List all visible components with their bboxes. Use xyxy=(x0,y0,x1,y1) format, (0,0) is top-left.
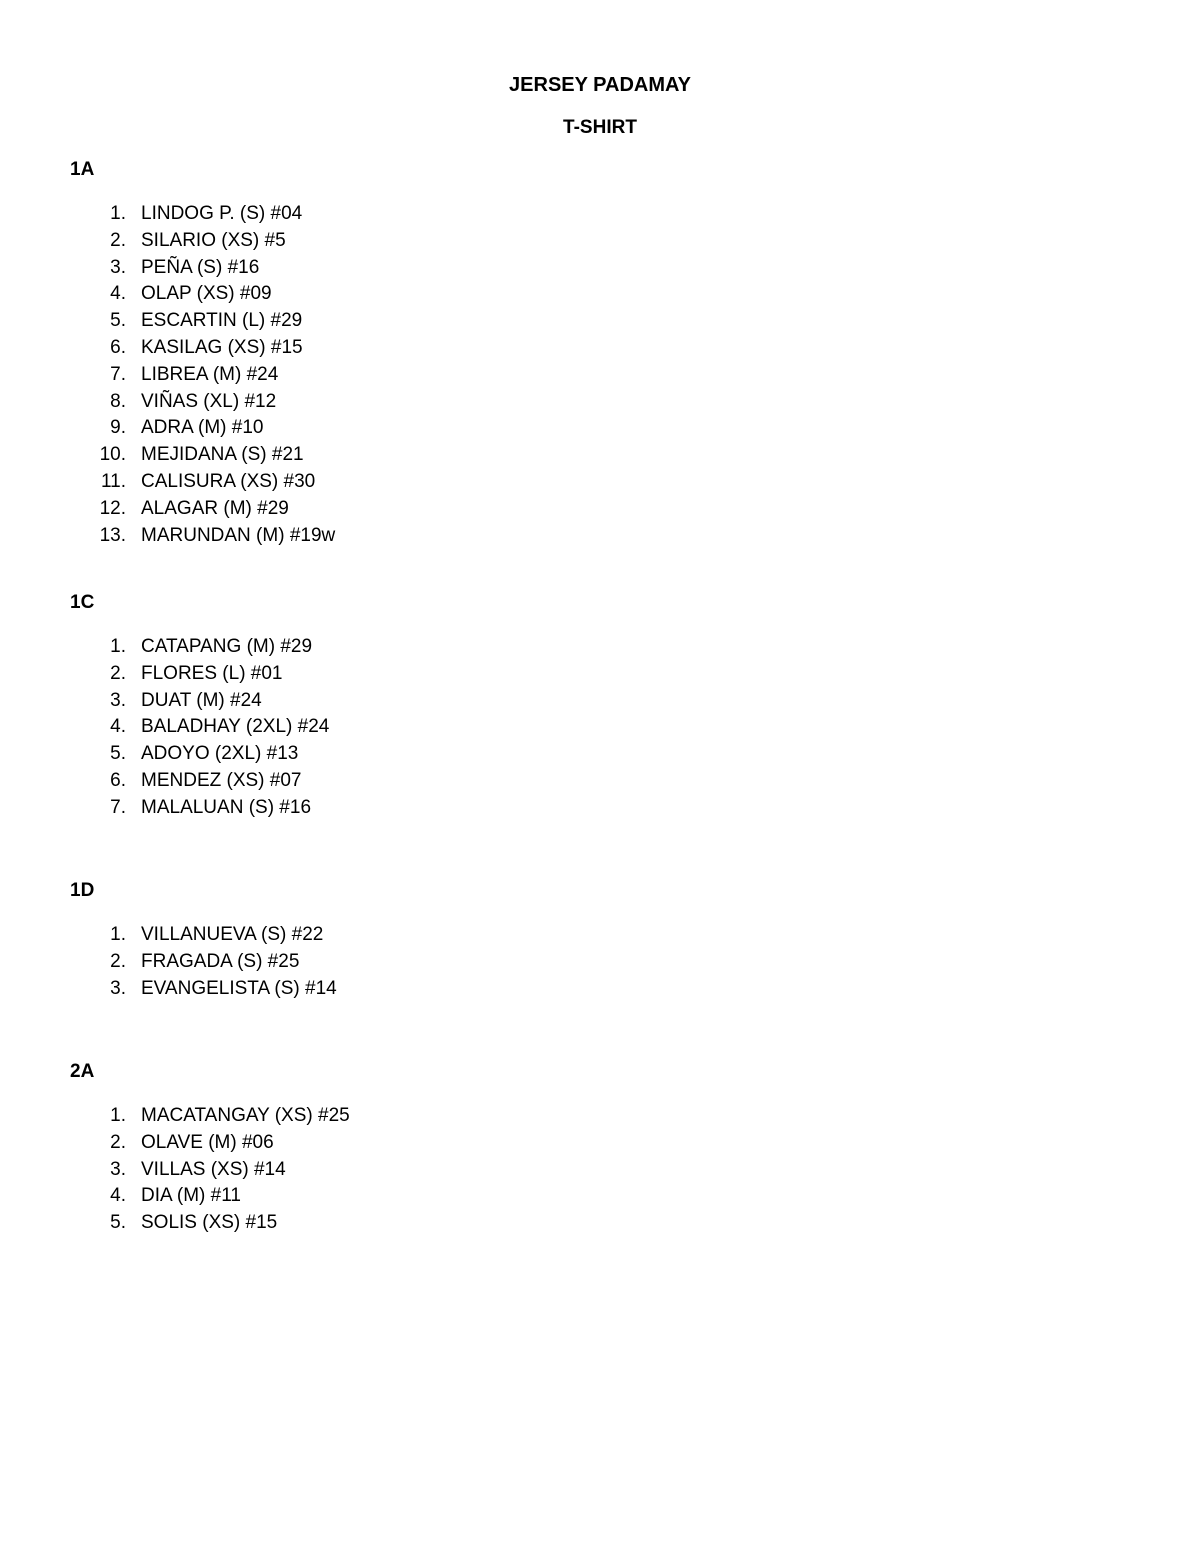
list-item-text: SILARIO (XS) #5 xyxy=(141,229,286,251)
list-item xyxy=(70,661,770,688)
list-item xyxy=(70,335,770,362)
list-item-text: LINDOG P. (S) #04 xyxy=(141,203,303,224)
list-item-text: MALALUAN (S) #16 xyxy=(141,796,312,818)
list-item-text: MENDEZ (XS) #07 xyxy=(141,769,302,791)
list-item xyxy=(70,469,770,496)
roster-list xyxy=(70,634,770,822)
list-item-number: 3. xyxy=(110,256,126,278)
list-item-number: 8. xyxy=(110,390,126,412)
list-item-number: 4. xyxy=(110,283,126,305)
section-1c xyxy=(70,591,770,822)
list-item-number: 6. xyxy=(110,769,126,791)
list-item-number: 2. xyxy=(110,229,126,251)
list-item xyxy=(70,795,770,822)
list-item xyxy=(70,308,770,335)
list-item-text: VILLANUEVA (S) #22 xyxy=(141,924,324,945)
list-item xyxy=(70,228,770,255)
list-item xyxy=(70,255,770,282)
list-item-number: 1. xyxy=(110,636,126,657)
list-item-number: 3. xyxy=(110,977,126,999)
list-item-text: DIA (M) #11 xyxy=(141,1185,241,1207)
list-item-text: MACATANGAY (XS) #25 xyxy=(141,1105,350,1126)
list-item xyxy=(70,976,770,1003)
list-item-number: 1. xyxy=(110,203,126,224)
list-item xyxy=(70,281,770,308)
section-heading: 1A xyxy=(70,159,95,180)
list-item xyxy=(70,768,770,795)
list-item xyxy=(70,1210,770,1237)
roster-list xyxy=(70,201,770,549)
list-item-text: VILLAS (XS) #14 xyxy=(141,1158,286,1180)
list-item-text: FRAGADA (S) #25 xyxy=(141,950,300,972)
list-item-text: CATAPANG (M) #29 xyxy=(141,636,313,657)
list-item xyxy=(70,714,770,741)
list-item-number: 1. xyxy=(110,924,126,945)
list-item-number: 2. xyxy=(110,950,126,972)
roster-list xyxy=(70,1103,770,1237)
list-item-number: 5. xyxy=(110,1212,126,1234)
list-item-number: 9. xyxy=(110,417,126,439)
list-item-number: 4. xyxy=(110,716,126,738)
list-item-text: CALISURA (XS) #30 xyxy=(141,470,316,492)
list-item-text: ALAGAR (M) #29 xyxy=(141,497,289,519)
list-item-text: MEJIDANA (S) #21 xyxy=(141,444,304,466)
list-item xyxy=(70,496,770,523)
roster-list xyxy=(70,922,770,1002)
section-1d xyxy=(70,879,770,1002)
list-item-number: 10. xyxy=(99,444,126,466)
list-item-number: 3. xyxy=(110,689,126,711)
list-item xyxy=(70,442,770,469)
list-item xyxy=(70,362,770,389)
list-item-text: OLAVE (M) #06 xyxy=(141,1131,274,1153)
list-item-text: OLAP (XS) #09 xyxy=(141,283,272,305)
list-item-number: 13. xyxy=(99,524,126,546)
list-item-number: 6. xyxy=(110,336,126,358)
list-item-text: KASILAG (XS) #15 xyxy=(141,336,303,358)
list-item-text: EVANGELISTA (S) #14 xyxy=(141,977,337,999)
list-item-text: DUAT (M) #24 xyxy=(141,689,262,711)
list-item-number: 5. xyxy=(110,310,126,332)
list-item-number: 1. xyxy=(110,1105,126,1126)
list-item-number: 12. xyxy=(99,497,126,519)
list-item xyxy=(70,634,770,661)
list-item-text: VIÑAS (XL) #12 xyxy=(141,390,277,412)
list-item-number: 11. xyxy=(100,470,126,492)
section-heading: 2A xyxy=(70,1061,95,1082)
list-item xyxy=(70,1157,770,1184)
section-heading: 1D xyxy=(70,880,95,901)
list-item-text: PEÑA (S) #16 xyxy=(141,256,260,278)
list-item xyxy=(70,1130,770,1157)
list-item-number: 3. xyxy=(110,1158,126,1180)
list-item-number: 7. xyxy=(110,363,126,385)
list-item-text: ADOYO (2XL) #13 xyxy=(141,743,299,765)
document-subtitle: T-SHIRT xyxy=(563,117,637,138)
list-item xyxy=(70,1103,770,1130)
list-item xyxy=(70,389,770,416)
section-2a xyxy=(70,1060,770,1237)
section-1a xyxy=(70,158,770,549)
list-item-number: 7. xyxy=(110,796,126,818)
list-item-text: ESCARTIN (L) #29 xyxy=(141,310,303,332)
list-item-number: 2. xyxy=(110,1131,126,1153)
list-item-number: 5. xyxy=(110,743,126,765)
document-title: JERSEY PADAMAY xyxy=(509,74,691,96)
list-item xyxy=(70,741,770,768)
list-item xyxy=(70,922,770,949)
list-item-text: SOLIS (XS) #15 xyxy=(141,1212,278,1234)
list-item-number: 4. xyxy=(110,1185,126,1207)
section-heading: 1C xyxy=(70,592,95,613)
list-item xyxy=(70,523,770,550)
list-item-number: 2. xyxy=(110,662,126,684)
list-item-text: LIBREA (M) #24 xyxy=(141,363,279,385)
list-item xyxy=(70,688,770,715)
list-item xyxy=(70,949,770,976)
list-item xyxy=(70,415,770,442)
list-item-text: BALADHAY (2XL) #24 xyxy=(141,716,330,738)
list-item xyxy=(70,1183,770,1210)
list-item-text: FLORES (L) #01 xyxy=(141,662,283,684)
list-item-text: MARUNDAN (M) #19w xyxy=(141,524,336,546)
list-item-text: ADRA (M) #10 xyxy=(141,417,264,439)
list-item xyxy=(70,201,770,228)
